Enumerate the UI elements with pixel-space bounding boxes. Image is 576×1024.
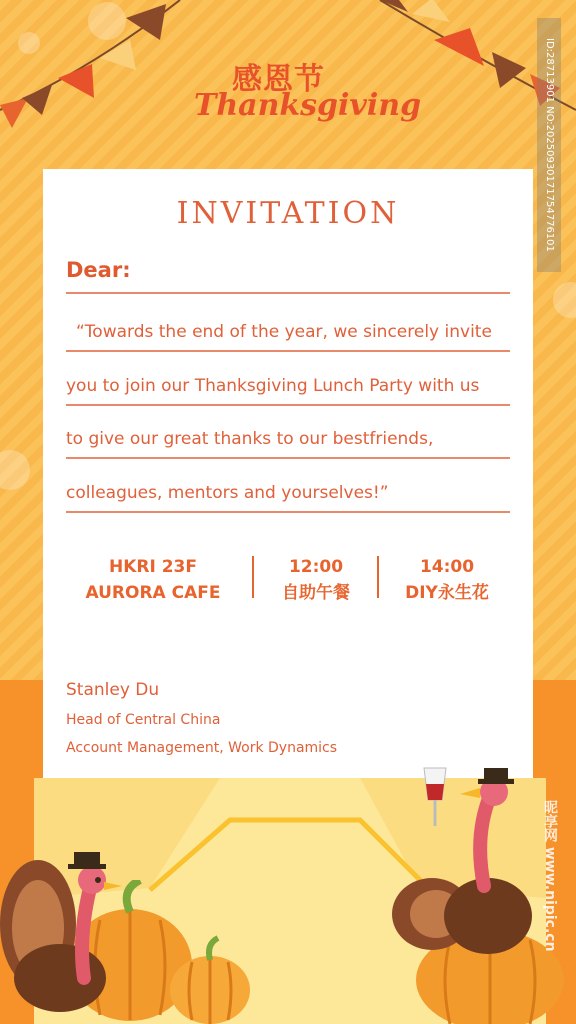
info-separator bbox=[252, 556, 254, 598]
event-venue bbox=[78, 554, 228, 606]
body-line-1: “Towards the end of the year, we sincerely invite bbox=[76, 322, 492, 342]
greeting: Dear: bbox=[66, 258, 131, 282]
divider-line bbox=[66, 350, 510, 352]
event-lunch bbox=[266, 554, 366, 606]
turkey-left-icon bbox=[0, 828, 130, 1024]
venue-line-1: HKRI 23F bbox=[108, 557, 197, 577]
watermark-brand: 昵享网 www.nipic.cn bbox=[542, 800, 558, 952]
venue-line-2: AURORA CAFE bbox=[85, 583, 221, 603]
body-line-2: you to join our Thanksgiving Lunch Party with us bbox=[66, 376, 480, 396]
lunch-time: 12:00 bbox=[288, 557, 344, 577]
divider-line bbox=[66, 511, 510, 513]
lunch-activity: 自助午餐 bbox=[282, 583, 350, 603]
signature-name: Stanley Du bbox=[66, 680, 160, 700]
info-separator bbox=[377, 556, 379, 598]
diy-activity: DIY永生花 bbox=[405, 583, 489, 603]
logo-chinese-text: 感恩节 bbox=[232, 62, 325, 97]
signature-title-1: Head of Central China bbox=[66, 712, 221, 728]
body-line-3: to give our great thanks to our bestfriends, bbox=[66, 429, 434, 449]
signature-title-2: Account Management, Work Dynamics bbox=[66, 740, 338, 756]
watermark-id: ID:28713901 NO:20250930171754776101 bbox=[537, 18, 561, 272]
divider-line bbox=[66, 292, 510, 294]
event-diy bbox=[392, 554, 502, 606]
invitation-title: INVITATION bbox=[176, 196, 400, 231]
turkey-right-icon bbox=[388, 766, 538, 962]
logo-english-text: Thanksgiving bbox=[194, 88, 422, 123]
diy-time: 14:00 bbox=[419, 557, 475, 577]
body-line-4: colleagues, mentors and yourselves!” bbox=[66, 483, 389, 503]
divider-line bbox=[66, 404, 510, 406]
divider-line bbox=[66, 457, 510, 459]
